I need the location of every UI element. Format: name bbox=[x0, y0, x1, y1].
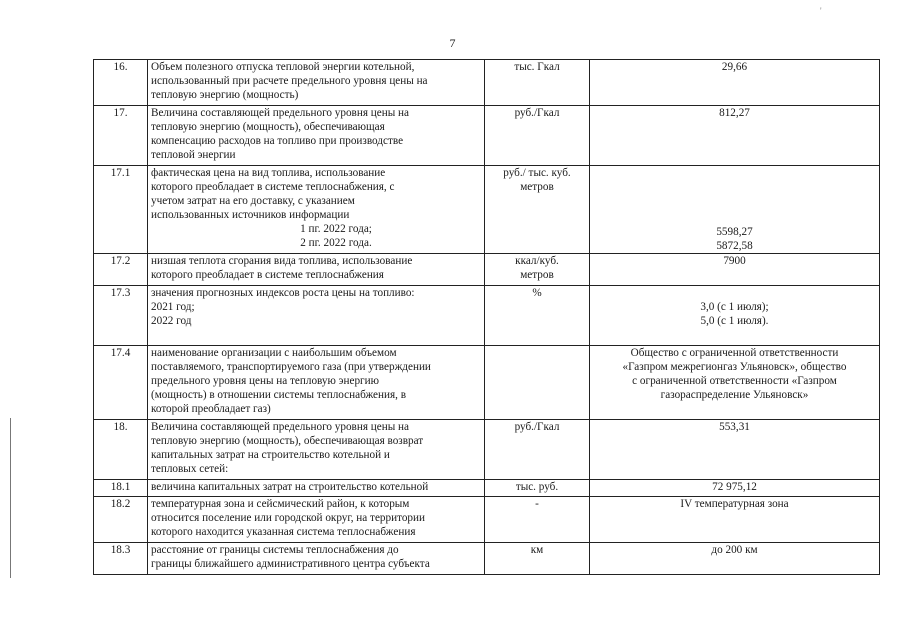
row-value: до 200 км bbox=[590, 543, 880, 575]
row-value: 72 975,12 bbox=[590, 480, 880, 497]
table-row bbox=[94, 254, 880, 286]
row-description: расстояние от границы системы теплоснабжения до границы ближайшего административного центра субъекта bbox=[148, 543, 485, 575]
row-number: 18.1 bbox=[94, 480, 148, 497]
table-row bbox=[94, 346, 880, 420]
row-unit: км bbox=[485, 543, 590, 575]
page-number: 7 bbox=[449, 36, 456, 50]
row-description: фактическая цена на вид топлива, использование которого преобладает в системе теплоснабжения, с учетом затрат на его доставку, с указанием использованных источников информации 1 пг. 2022 года; 2 пг. 2022 года. bbox=[148, 166, 485, 254]
row-unit: тыс. Гкал bbox=[485, 60, 590, 106]
row-description: наименование организации с наибольшим объемом поставляемого, транспортируемого газа (при утверждении предельного уровня цены на тепловую энергию (мощность) в отношении системы теплоснабжения, в которой преобладает газ) bbox=[148, 346, 485, 420]
row-description: значения прогнозных индексов роста цены на топливо: 2021 год; 2022 год bbox=[148, 286, 485, 346]
row-unit: руб./Гкал bbox=[485, 106, 590, 166]
row-value: 7900 bbox=[590, 254, 880, 286]
row-unit: - bbox=[485, 497, 590, 543]
table-row bbox=[94, 286, 880, 346]
row-value: 29,66 bbox=[590, 60, 880, 106]
table-row bbox=[94, 480, 880, 497]
row-value: Общество с ограниченной ответственности «Газпром межрегионгаз Ульяновск», общество с ограниченной ответственности «Газпром газораспределение Ульяновск» bbox=[590, 346, 880, 420]
tariff-table bbox=[93, 59, 880, 575]
row-description: величина капитальных затрат на строительство котельной bbox=[148, 480, 485, 497]
table-row bbox=[94, 543, 880, 575]
row-value: 3,0 (с 1 июля); 5,0 (с 1 июля). bbox=[590, 286, 880, 346]
row-value: 812,27 bbox=[590, 106, 880, 166]
row-description: низшая теплота сгорания вида топлива, использование которого преобладает в системе теплоснабжения bbox=[148, 254, 485, 286]
row-value: IV температурная зона bbox=[590, 497, 880, 543]
row-description: Объем полезного отпуска тепловой энергии котельной, использованный при расчете предельного уровня цены на тепловую энергию (мощность) bbox=[148, 60, 485, 106]
row-description: температурная зона и сейсмический район, к которым относится поселение или городской округ, на территории которого находится указанная система теплоснабжения bbox=[148, 497, 485, 543]
row-description: Величина составляющей предельного уровня цены на тепловую энергию (мощность), обеспечивающая возврат капитальных затрат на строительство котельной и тепловых сетей: bbox=[148, 420, 485, 480]
corner-mark: ' bbox=[820, 6, 822, 16]
table-row bbox=[94, 497, 880, 543]
row-value: 5598,27 5872,58 bbox=[590, 166, 880, 254]
table-row bbox=[94, 166, 880, 254]
table-row bbox=[94, 420, 880, 480]
table-row bbox=[94, 60, 880, 106]
table-row bbox=[94, 106, 880, 166]
row-number: 17.3 bbox=[94, 286, 148, 346]
row-unit: руб./Гкал bbox=[485, 420, 590, 480]
row-number: 18. bbox=[94, 420, 148, 480]
row-unit: тыс. руб. bbox=[485, 480, 590, 497]
row-unit: ккал/куб. метров bbox=[485, 254, 590, 286]
row-number: 18.2 bbox=[94, 497, 148, 543]
row-number: 17. bbox=[94, 106, 148, 166]
row-number: 18.3 bbox=[94, 543, 148, 575]
row-number: 17.4 bbox=[94, 346, 148, 420]
row-unit: руб./ тыс. куб. метров bbox=[485, 166, 590, 254]
row-value: 553,31 bbox=[590, 420, 880, 480]
row-unit: % bbox=[485, 286, 590, 346]
row-number: 17.1 bbox=[94, 166, 148, 254]
row-number: 16. bbox=[94, 60, 148, 106]
row-number: 17.2 bbox=[94, 254, 148, 286]
margin-line bbox=[10, 418, 11, 578]
row-description: Величина составляющей предельного уровня цены на тепловую энергию (мощность), обеспечивающая компенсацию расходов на топливо при производстве тепловой энергии bbox=[148, 106, 485, 166]
row-unit bbox=[485, 346, 590, 420]
